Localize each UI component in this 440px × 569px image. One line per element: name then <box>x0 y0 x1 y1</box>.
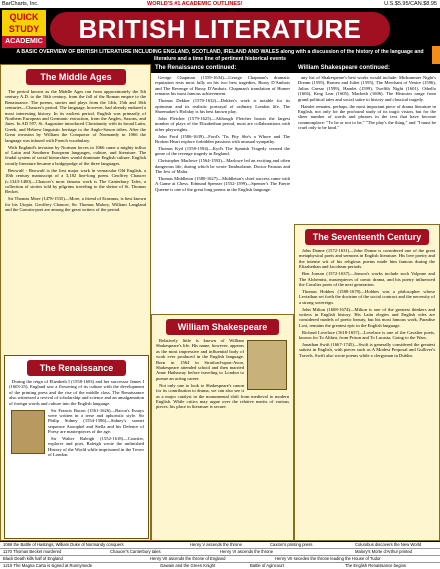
timeline-event: 1066 the Battle of Hastings, William Duke of Normandy conquers <box>3 542 124 547</box>
middle-ages-section <box>26 69 126 85</box>
renaissance-p3: Sir Walter Raleigh (1552-1618)—Courtier, explorer and poet, Raleigh wrote the unfinished History of the World while imprisoned in the Tower of London. <box>48 436 144 458</box>
renaissance-text <box>5 379 148 458</box>
timeline-event: Chaucer's Canterbury tales <box>110 549 161 554</box>
continued-p4: John Ford (1586-1639)—Ford's 'Tis Pity She's a Whore and The Broken Heart explore forbidden passions with unusual sympathy. <box>155 133 290 144</box>
middle-ages-p4: Sir Thomas More (1478-1535)—More, a friend of Erasmus, is best known for his Utopia. Geoffrey Chaucer, Sir Thomas Malory, William Langland and the Gawain-poet are among the great writers of the period. <box>5 196 146 213</box>
continued-p5: Thomas Kyd (1558-1594)—Kyd's The Spanish Tragedy created the genre of the revenge tragedy in England. <box>155 145 290 157</box>
timeline-event: Black Death kills half of England <box>3 556 63 561</box>
shakespeare-cont-text <box>294 73 440 131</box>
renaissance-p2: Sir Francis Bacon (1561-1626)—Bacon's Essays were written in a terse and aphoristic style. Sir Philip Sidney (1554-1586)—Sidney's sonnet sequence Astrophel and Stella and his Defence of Poesy are masterpieces of the age. <box>48 407 144 435</box>
timeline-row-1 <box>0 542 440 549</box>
renaissance-heading: The Renaissance <box>27 360 126 376</box>
seventeenth-heading: The Seventeenth Century <box>305 229 429 245</box>
logo-top: QUICK STUDY <box>2 10 46 36</box>
page-title: BRITISH LITERATURE <box>78 14 362 44</box>
timeline-event: Columbus discovers the New World <box>355 542 422 547</box>
logo-bottom: ACADEMIC <box>2 36 46 48</box>
shakespeare-cont-heading: William Shakespeare continued: <box>294 64 440 73</box>
timeline-event: 1215 The Magna Carta is signed at Runnymede <box>3 563 93 568</box>
column-1 <box>0 64 151 541</box>
renaissance-p1: During the reign of Elizabeth I (1558-1603) and her successor James I (1603-25), England saw a flowering of its culture with the development of the printing press and the rise of the middle class. The Renaissance also witnessed a revival of scholarship and science and an amalgamation of foreign words and culture into the English language. <box>9 379 144 406</box>
timeline-event: 1170 Thomas Becket murdered <box>3 549 62 554</box>
middle-ages-heading: The Middle Ages <box>26 69 126 85</box>
page-subtitle: A BASIC OVERVIEW OF BRITISH LITERATURE INCLUDING ENGLAND, SCOTLAND, IRELAND AND WALES along with a discussion of the history of the language and literature and a time line of pertinent historical events <box>16 49 424 62</box>
middle-ages-p2: With England's invasion by Norman forces in 1066 came a mighty influx of Latin and Southern European languages, culture, and literature. The feudal system of social hierarchies would dominate English culture. English courtly literature became a hodgepodge of the three languages. <box>5 144 146 166</box>
renaissance-heading-wrap <box>27 360 126 376</box>
timeline-event: Malory's Morte d'Arthur printed <box>355 549 412 554</box>
seventeenth-p1: John Donne (1572-1631)—John Donne is considered one of the great metaphysical poets and sermons in English literature. His love poetry and the intense wit of his religious poems made him famous during the Elizabethan and Jacobean periods. <box>299 248 435 270</box>
tagline-text: WORLD'S #1 ACADEMIC OUTLINES! <box>147 1 243 7</box>
continued-p2: Thomas Dekker (1570-1632)—Dekker's work is notable for its optimism and its realistic portrayal of ordinary London life. The Shoemaker's Holiday is his best known play. <box>155 98 290 114</box>
continued-p6: Christopher Marlowe (1564-1593)—Marlowe led an exciting and often dangerous life, during which he wrote Tamburlaine, Doctor Faustus and The Jew of Malta. <box>155 158 290 174</box>
seventeenth-p2: Ben Jonson (1572-1637)—Jonson's works include such Volpone and The Alchemist, masterpieces of comic drama, and his poetry influenced the Cavalier poets of the next generation. <box>299 271 435 287</box>
middle-ages-p3: Beowulf - Beowulf is the first major work in vernacular Old English, a 10th century manuscript of a 3,182 line-long poem. Geoffrey Chaucer (c.1343-1400)—Chaucer's most famous work is The Canterbury Tales, a collection of stories told by pilgrims traveling to the shrine of St. Thomas Becket. <box>5 167 146 195</box>
shakespeare-continued <box>294 64 440 224</box>
middle-ages-p1: The period known as the Middle Ages ran from approximately the 5th century A.D. to the 16th century, from the fall of the Roman empire to the Renaissance. The poems, stories and plays from the 14th, 15th and 16th centuries—Chaucer's period. The language, however, had already endured a most interesting history. In its earliest period, English was primarily of Northern European and Germanic extraction, from the Angles, Saxons, and Jutes. In AD 597, St. Augustine introduced Christianity with its broad Latin, Greek, and Hebrew linguistic heritage to the Anglo-Saxon tribes. After the Great invasion by William the Conqueror of Normandy in 1066 the language was infused with French vocabulary. <box>5 89 146 143</box>
renaissance-continued <box>151 64 294 314</box>
continued-heading: The Renaissance continued: <box>151 64 294 73</box>
seventeenth-p5: Richard Lovelace (1618-1657)—Lovelace is one of the Cavalier poets, known for To Althea, from Prison and To Lucasta, Going to the Wars. <box>299 329 435 341</box>
continued-p3: John Fletcher (1579-1625)—Although Fletcher boasts the largest number of plays of the Elizabethan period, most are collaborations with other playwrights. <box>155 115 290 132</box>
continued-p7: Thomas Middleton (1580-1627)—Middleton's chief success came with A Game at Chess. Edmund Spenser (1552-1599)—Spenser's The Faerie Queene is one of the great long poems in the English language. <box>155 175 290 192</box>
shakespeare-cont-p1: any list of Shakespeare's best works would include: Midsummer Night's Dream (1595), Romeo and Juliet (1595), The Merchant of Venice (1596), Julius Caesar (1599), Hamlet (1599), Twelfth Night (1601), Othello (1604), King Lear (1605), Macbeth (1606). The Histories range from grand political tales and social satire to history and classical tragedy. <box>298 75 436 102</box>
continued-text <box>151 73 294 192</box>
timeline-event: Caxton's printing press <box>270 542 313 547</box>
timeline <box>0 541 440 569</box>
seventeenth-p4: John Milton (1608-1674)—Milton is one of the greatest thinkers and writers in English history. His Latin elegies and English odes are considered models of poetic beauty, but his most famous work, Paradise Lost, remains the greatest epic in the English language. <box>299 306 435 328</box>
timeline-event: Battle of Agincourt <box>250 563 284 568</box>
middle-ages-text <box>1 89 150 353</box>
timeline-row-2 <box>0 549 440 556</box>
shakespeare-p1: Relatively little is known of William Shakespeare's life. His name, however, appears as the most impressive and influential body of work ever produced in the English language. Born in 1564 in Stratford-upon-Avon, Shakespeare attended school and then married Anne Hathaway before traveling to London to pursue an acting career. <box>156 338 244 381</box>
timeline-event: Henry VII ascends the throne of England <box>150 556 226 561</box>
timeline-row-3 <box>0 556 440 563</box>
seventeenth-text <box>295 248 439 358</box>
seventeenth-p6: Jonathan Swift (1667-1745)—Swift is generally considered the greatest satirist in English, with pieces such as A Modest Proposal and Gulliver's Travels. Swift also wrote poems while a clergyman in Dublin. <box>299 342 435 358</box>
shakespeare-p2: Not only one to look to Shakespeare's canon for its contribution to drama, we can also see it as a major catalyst in the monumental shift from medieval to modern English. While critics may argue over the relative merits of various pieces, his place in literature is secure. <box>156 382 289 410</box>
quickstudy-logo <box>2 10 46 50</box>
timeline-event: Henry V ascends the throne <box>190 542 242 547</box>
seventeenth-section <box>294 224 440 541</box>
price-text: U.S.$5.95/CAN.$8.95 <box>384 1 437 7</box>
page-header <box>0 8 440 64</box>
shakespeare-cont-p2: Hamlet remains, perhaps, the most important piece of drama literature in English, not only for the profound study of its tragic vision, but for the sheer number of words and phrases in the text that have become commonplace: "To be or not to be," "The play's the thing," and "I must be cruel only to be kind." <box>298 103 436 131</box>
seventeenth-p3: Thomas Hobbes (1588-1679)—Hobbes was a philosopher whose Leviathan set forth the doctrine of the social contract and the necessity of a strong sovereign. <box>299 288 435 305</box>
timeline-event: Henry VII secedes the throne leading the House of Tudor <box>275 556 381 561</box>
shakespeare-portrait <box>247 340 287 390</box>
timeline-row-4 <box>0 563 440 569</box>
shakespeare-heading-wrap <box>166 319 279 335</box>
shakespeare-text <box>152 338 293 410</box>
top-strip <box>0 0 440 8</box>
brand-text: BarCharts, Inc. <box>2 1 39 7</box>
timeline-event: The English Renaissance begins <box>345 563 406 568</box>
timeline-event: Gawain and the Green Knight <box>160 563 216 568</box>
shakespeare-section <box>151 314 294 541</box>
renaissance-box <box>4 355 149 539</box>
seventeenth-heading-wrap <box>305 229 429 245</box>
portrait-image <box>11 410 45 454</box>
timeline-event: Henry VI ascends the throne <box>220 549 274 554</box>
shakespeare-heading: William Shakespeare <box>166 319 279 335</box>
continued-p1: George Chapman (1559-1634)—George Chapman's dramatic reputation rests most fully on his two best tragedies, Bussy D'Ambois and The Revenge of Bussy D'Ambois. Chapman's translation of Homer remains his most famous achievement. <box>155 75 290 97</box>
